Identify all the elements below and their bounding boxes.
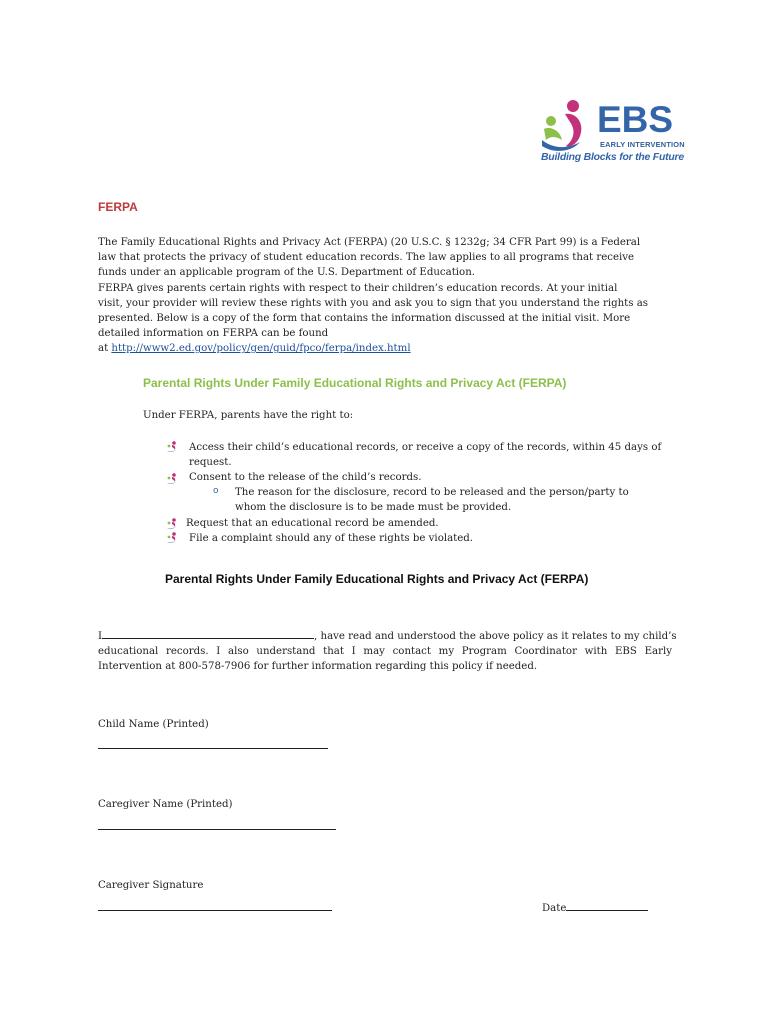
ack-line: Intervention at 800-578-7906 for further information regarding this policy if needed.	[98, 661, 538, 673]
logo-subtitle: EARLY INTERVENTION	[600, 140, 685, 149]
right-item-amend: Request that an educational record be amended.	[186, 518, 439, 529]
intro-line: The Family Educational Rights and Privacy Act (FERPA) (20 U.S.C. § 1232g; 34 CFR Part 99) is a Federal	[98, 237, 641, 248]
logo-wordmark: EBS	[597, 99, 674, 140]
ebs-logo	[540, 96, 685, 172]
acknowledgement-paragraph	[98, 627, 677, 675]
child-name-label: Child Name (Printed)	[98, 719, 209, 730]
ferpa-info-link[interactable]: http://www2.ed.gov/policy/gen/guid/fpco/ferpa/index.html	[111, 343, 411, 355]
caregiver-signature-label: Caregiver Signature	[98, 880, 204, 891]
right-item-access: Access their child’s educational records, or receive a copy of the records, within 45 days of	[189, 442, 662, 453]
intro-line: presented. Below is a copy of the form that contains the information discussed at the initial visit. More	[98, 313, 631, 325]
intro-line: visit, your provider will review these rights with you and ask you to sign that you understand the rights as	[98, 297, 649, 309]
date-line[interactable]	[566, 899, 648, 911]
sub-bullet-circle: o	[213, 486, 219, 496]
child-name-line[interactable]	[98, 748, 328, 749]
blocks-bullet-icon	[166, 531, 178, 543]
intro-line: FERPA gives parents certain rights with respect to their children’s education records. At your initial	[98, 282, 618, 294]
section-title: FERPA	[98, 200, 138, 214]
logo-tagline: Building Blocks for the Future	[541, 152, 684, 163]
intro-link-line	[98, 341, 658, 356]
caregiver-name-label: Caregiver Name (Printed)	[98, 799, 233, 810]
form-heading: Parental Rights Under Family Educational Rights and Privacy Act (FERPA)	[165, 572, 589, 586]
blocks-bullet-icon	[166, 440, 178, 452]
rights-heading: Parental Rights Under Family Educational Rights and Privacy Act (FERPA)	[143, 376, 567, 390]
sub-item-disclosure-cont: whom the disclosure is to be made must be provided.	[235, 502, 512, 513]
intro-paragraph	[98, 235, 658, 357]
right-item-consent: Consent to the release of the child’s records.	[189, 472, 422, 483]
caregiver-signature-line[interactable]	[98, 910, 332, 911]
link-prefix: at	[98, 343, 112, 355]
parent-name-blank[interactable]	[102, 627, 314, 639]
sub-item-disclosure: The reason for the disclosure, record to be released and the person/party to	[235, 487, 629, 498]
intro-line: detailed information on FERPA can be found	[98, 328, 329, 340]
ack-line: educational records. I also understand that I may contact my Program Coordinator with EBS Early	[98, 646, 672, 658]
date-field	[542, 899, 648, 916]
intro-line: funds under an applicable program of the U.S. Department of Education.	[98, 267, 475, 279]
rights-intro: Under FERPA, parents have the right to:	[143, 410, 354, 421]
intro-line: law that protects the privacy of student education records. The law applies to all programs that receive	[98, 252, 635, 264]
ack-line	[98, 627, 677, 644]
ack-line1-text: , have read and understood the above policy as it relates to my child’s	[314, 631, 677, 642]
building-blocks-figure-icon	[540, 96, 600, 156]
blocks-bullet-icon	[166, 517, 178, 529]
blocks-bullet-icon	[166, 472, 178, 484]
ack-prefix: I	[98, 631, 103, 642]
date-label: Date	[542, 903, 567, 914]
right-item-access-cont: request.	[189, 457, 232, 468]
right-item-complaint: File a complaint should any of these rights be violated.	[189, 533, 474, 544]
caregiver-name-line[interactable]	[98, 829, 336, 830]
